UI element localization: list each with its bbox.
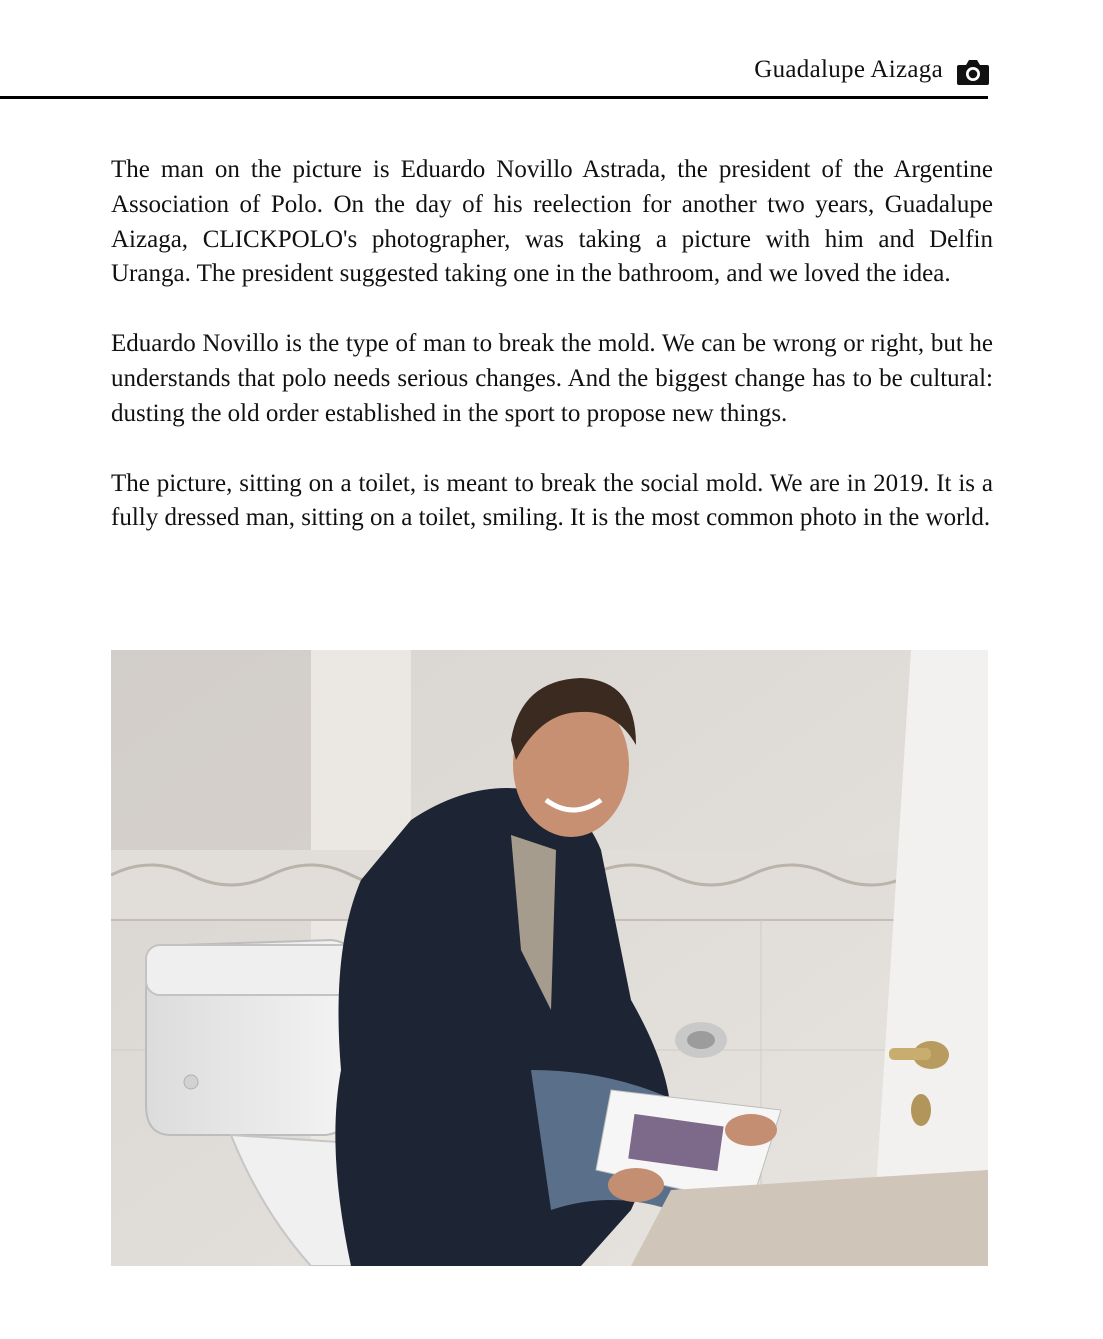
photographer-credit: Guadalupe Aizaga [754,56,943,83]
article-paragraph: The man on the picture is Eduardo Novillo Astrada, the president of the Argentine Association of Polo. On the day of his reelection for another two years, Guadalupe Aizaga, CLICKPOLO's photographer, was taking a picture with him and Delfin Uranga. The president suggested taking one in the bathroom, and we loved the idea. [111,156,993,288]
article-body [111,153,993,571]
article-paragraph: Eduardo Novillo is the type of man to break the mold. We can be wrong or right, but he understands that polo needs serious changes. And the biggest change has to be cultural: dusting the old order established in the sport to propose new things. [111,330,993,427]
article-paragraph: The picture, sitting on a toilet, is meant to break the social mold. We are in 2019. It is a fully dressed man, sitting on a toilet, smiling. It is the most common photo in the world. [111,469,993,532]
camera-icon [956,58,990,86]
bathroom-photo-illustration [111,650,988,1266]
header-rule [0,96,988,99]
article-photo [111,650,988,1266]
page-header [0,0,1103,100]
